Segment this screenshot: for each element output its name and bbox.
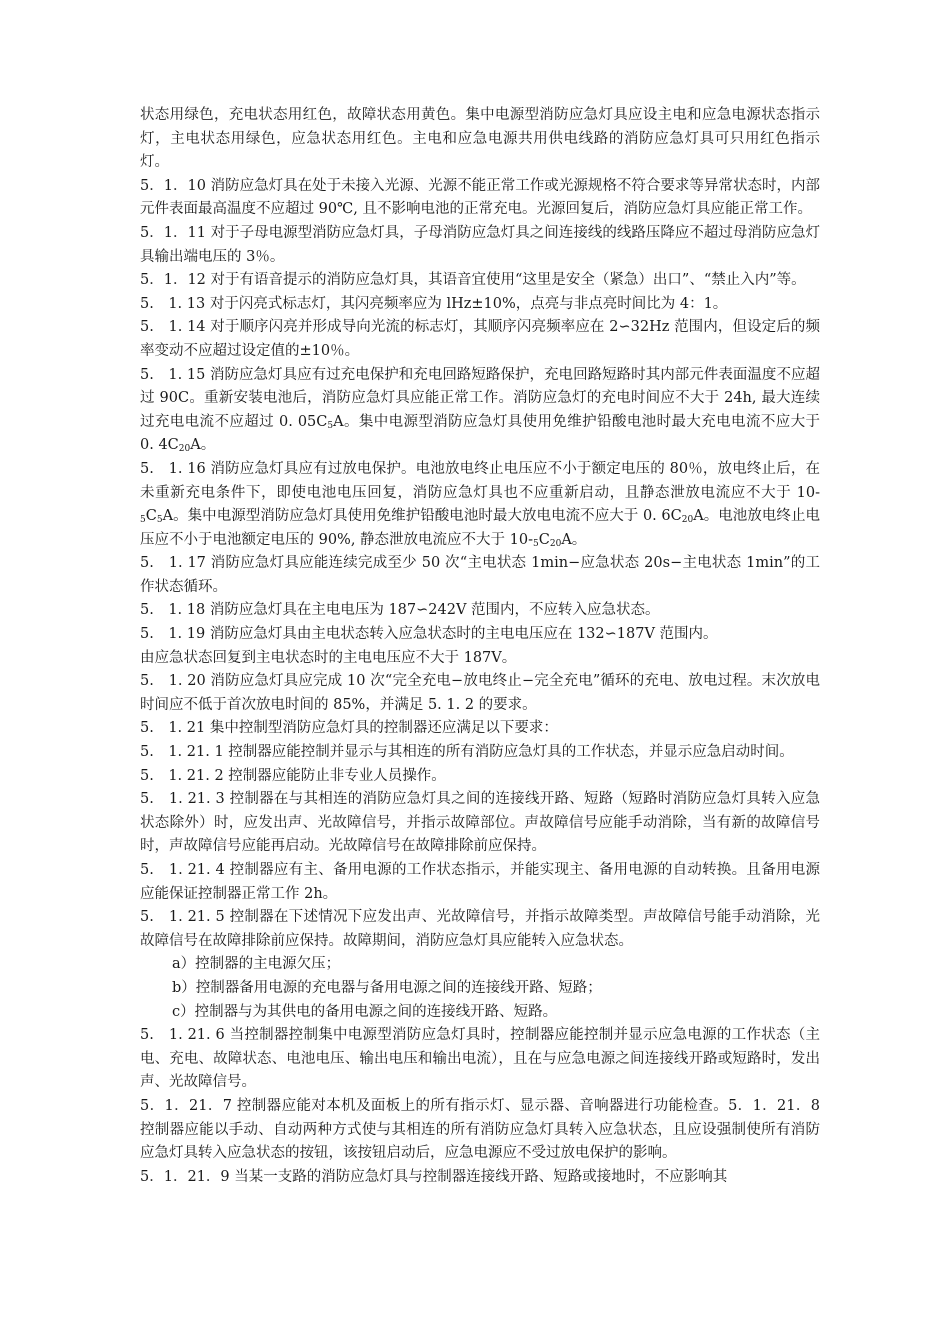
paragraph-text: A。电池放电终止电压应不小于电池额定电压的 90%, 静态泄放电流应不大于 10- — [140, 508, 820, 548]
paragraph — [140, 293, 820, 317]
subscript-text: 5 — [327, 420, 334, 431]
paragraph-text: c）控制器与为其供电的备用电源之间的连接线开路、短路。 — [172, 1003, 558, 1020]
paragraph-text: 5. 1. 15 消防应急灯具应有过充电保护和充电回路短路保护，充电回路短路时其内部元件表面温度不应超过 90C。重新安装电池后，消防应急灯具应能正常工作。消防应急灯的充电时间应不大于 24h, 最大连续过充电电流不应超过 0. 05C — [140, 366, 820, 430]
paragraph-text: C — [145, 508, 157, 525]
paragraph-text: A。 — [190, 437, 216, 454]
document-page — [140, 104, 820, 1189]
paragraph — [140, 1024, 820, 1095]
paragraph-text: 状态用绿色，充电状态用红色，故障状态用黄色。集中电源型消防应急灯具应设主电和应急电源状态指示灯，主电状态用绿色，应急状态用红色。主电和应急电源共用供电线路的消防应急灯具可只用红色指示灯。 — [140, 107, 820, 171]
paragraph — [140, 906, 820, 953]
paragraph-text: A。集中电源型消防应急灯具使用免维护铅酸电池时最大充电电流不应大于 0. 4C — [140, 413, 820, 454]
paragraph — [140, 269, 820, 293]
list-item — [140, 953, 820, 977]
paragraph-text: 5. 1. 13 对于闪亮式标志灯，其闪亮频率应为 lHz±10%，点亮与非点亮时间比为 4：1。 — [140, 295, 728, 312]
paragraph-text: A。集中电源型消防应急灯具使用免维护铅酸电池时最大放电电流不应大于 0. 6C — [162, 508, 682, 525]
paragraph-text: 5．1．12 对于有语音提示的消防应急灯具，其语音宜使用“这里是安全（紧急）出口”、“禁止入内”等。 — [140, 272, 806, 289]
subscript-text: 5 — [156, 515, 163, 526]
paragraph — [140, 175, 820, 222]
list-item — [140, 977, 820, 1001]
paragraph — [140, 717, 820, 741]
paragraph-text: b）控制器备用电源的充电器与备用电源之间的连接线开路、短路； — [172, 979, 602, 996]
paragraph — [140, 599, 820, 623]
paragraph — [140, 1095, 820, 1166]
paragraph — [140, 859, 820, 906]
paragraph-text: 5. 1. 21. 1 控制器应能控制并显示与其相连的所有消防应急灯具的工作状态，并显示应急启动时间。 — [140, 744, 794, 761]
paragraph-text: 5. 1. 21. 6 当控制器控制集中电源型消防应急灯具时，控制器应能控制并显示应急电源的工作状态（主电、充电、故障状态、电池电压、输出电压和输出电流），且在与应急电源之间连接线开路或短路时，发出声、光故障信号。 — [140, 1027, 820, 1091]
paragraph-text: C — [538, 531, 550, 548]
paragraph-text: 5. 1. 21. 3 控制器在与其相连的消防应急灯具之间的连接线开路、短路（短路时消防应急灯具转入应急状态除外）时，应发出声、光故障信号，并指示故障部位。声故障信号应能手动消除，当有新的故障信号时，声故障信号应能再启动。光故障信号在故障排除前应保持。 — [140, 791, 820, 855]
paragraph-text: 5. 1. 21. 5 控制器在下述情况下应发出声、光故障信号，并指示故障类型。声故障信号能手动消除，光故障信号在故障排除前应保持。故障期间，消防应急灯具应能转入应急状态。 — [140, 909, 820, 949]
paragraph — [140, 552, 820, 599]
paragraph — [140, 765, 820, 789]
paragraph — [140, 670, 820, 717]
paragraph — [140, 1166, 820, 1190]
paragraph — [140, 788, 820, 859]
paragraph — [140, 647, 820, 671]
subscript-text: 20 — [681, 515, 694, 526]
paragraph-text: A。 — [561, 531, 587, 548]
paragraph — [140, 458, 820, 552]
paragraph — [140, 222, 820, 269]
subscript-text: 5 — [533, 538, 539, 549]
paragraph-text: 5. 1. 20 消防应急灯具应完成 10 次“完全充电−放电终止−完全充电”循环的充电、放电过程。末次放电时间应不低于首次放电时间的 85%，并满足 5. 1. 2 的要求。 — [140, 673, 820, 713]
paragraph-text: a）控制器的主电源欠压； — [172, 956, 341, 973]
paragraph — [140, 623, 820, 647]
subscript-text: 5 — [140, 515, 146, 526]
list-item — [140, 1001, 820, 1025]
paragraph-text: 5. 1. 19 消防应急灯具由主电状态转入应急状态时的主电电压应在 132∽187V 范围内。 — [140, 626, 718, 643]
paragraph-text: 5．1．21．7 控制器应能对本机及面板上的所有指示灯、显示器、音响器进行功能检查。5．1．21．8 控制器应能以手动、自动两种方式使与其相连的所有消防应急灯具转入应急状态，且应设强制使所有消防应急灯具转入应急状态的按钮，该按钮启动后，应急电源应不受过放电保护的影响。 — [140, 1097, 820, 1162]
paragraph-text: 由应急状态回复到主电状态时的主电电压应不大于 187V。 — [140, 649, 517, 666]
paragraph — [140, 316, 820, 363]
paragraph-text: 5. 1. 21. 2 控制器应能防止非专业人员操作。 — [140, 767, 446, 784]
paragraph — [140, 364, 820, 458]
paragraph-text: 5．1．10 消防应急灯具在处于未接入光源、光源不能正常工作或光源规格不符合要求等异常状态时，内部元件表面最高温度不应超过 90℃, 且不影响电池的正常充电。光源回复后，消防应急灯具应能正常工作。 — [140, 177, 820, 218]
subscript-text: 20 — [178, 444, 191, 455]
subscript-text: 20 — [549, 538, 562, 549]
paragraph-text: 5．1．11 对于子母电源型消防应急灯具，子母消防应急灯具之间连接线的线路压降应不超过母消防应急灯具输出端电压的 3％。 — [140, 224, 820, 265]
paragraph-text: 5. 1. 21 集中控制型消防应急灯具的控制器还应满足以下要求： — [140, 720, 558, 737]
paragraph-text: 5. 1. 14 对于顺序闪亮并形成导向光流的标志灯，其顺序闪亮频率应在 2∽32Hz 范围内，但设定后的频率变动不应超过设定值的±10％。 — [140, 319, 820, 359]
paragraph — [140, 741, 820, 765]
paragraph-text: 5. 1. 18 消防应急灯具在主电电压为 187∽242V 范围内，不应转入应急状态。 — [140, 602, 660, 619]
paragraph-text: 5. 1. 17 消防应急灯具应能连续完成至少 50 次“主电状态 1min−应急状态 20s−主电状态 1min”的工作状态循环。 — [140, 555, 820, 595]
paragraph-text: 5. 1. 16 消防应急灯具应有过放电保护。电池放电终止电压应不小于额定电压的 80％，放电终止后，在未重新充电条件下，即使电池电压回复，消防应急灯具也不应重新启动，且静态泄放电流应不大于 10- — [140, 460, 820, 501]
paragraph-text: 5．1．21．9 当某一支路的消防应急灯具与控制器连接线开路、短路或接地时，不应影响其 — [140, 1168, 728, 1185]
paragraph-text: 5. 1. 21. 4 控制器应有主、备用电源的工作状态指示，并能实现主、备用电源的自动转换。且备用电源应能保证控制器正常工作 2h。 — [140, 862, 820, 902]
paragraph — [140, 104, 820, 175]
